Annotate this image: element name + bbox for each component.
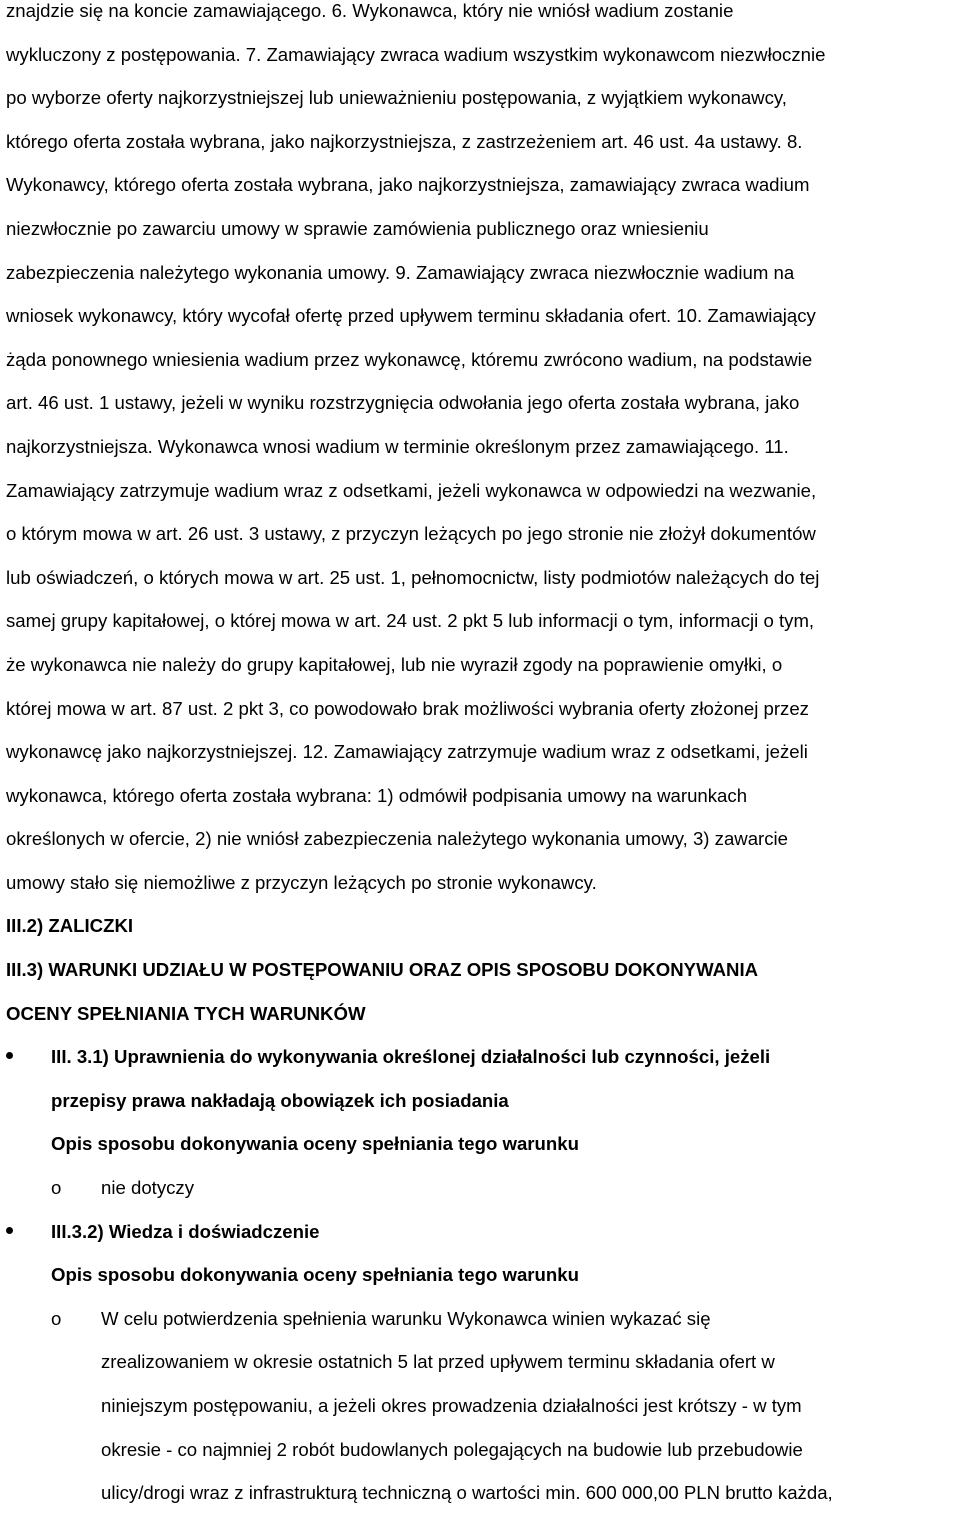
circle-bullet-icon: o [51,1307,62,1329]
body-line: lub oświadczeń, o których mowa w art. 25 ust. 1, pełnomocnictw, listy podmiotów należących do tej [6,566,820,588]
sub-list-item [6,1297,956,1515]
section-heading-text: OCENY SPEŁNIANIA TYCH WARUNKÓW [6,1002,366,1024]
bullet-title [51,1035,956,1122]
section-heading-warunki [6,948,956,1035]
body-line: wykluczony z postępowania. 7. Zamawiający zwraca wadium wszystkim wykonawcom niezwłocznie [6,43,826,65]
body-line: której mowa w art. 87 ust. 2 pkt 3, co powodowało brak możliwości wybrania oferty złożonej przez [6,697,809,719]
body-line: znajdzie się na koncie zamawiającego. 6. Wykonawca, który nie wniósł wadium zostanie [6,0,734,21]
body-line: żąda ponownego wniesienia wadium przez wykonawcę, któremu zwrócono wadium, na podstawie [6,348,813,370]
condition-section [6,1035,956,1209]
sub-item-line: niniejszym postępowaniu, a jeżeli okres prowadzenia działalności jest krótszy - w tym [101,1395,802,1416]
body-line: umowy stało się niemożliwe z przyczyn leżących po stronie wykonawcy. [6,871,597,893]
bullet-title-line: III.3.2) Wiedza i doświadczenie [51,1220,320,1242]
bullet-icon [6,1227,13,1234]
condition-section [6,1210,956,1515]
sub-item-line: W celu potwierdzenia spełnienia warunku Wykonawca winien wykazać się [101,1307,711,1329]
section-heading-zaliczki [6,904,956,948]
assessment-subheading: Opis sposobu dokonywania oceny spełniania tego warunku [51,1264,579,1286]
body-line: którego oferta została wybrana, jako najkorzystniejsza, z zastrzeżeniem art. 46 ust. 4a ustawy. 8. [6,130,803,152]
bullet-item [6,1210,956,1254]
body-line: samej grupy kapitałowej, o której mowa w art. 24 ust. 2 pkt 5 lub informacji o tym, informacji o tym, [6,610,815,632]
body-line: Zamawiający zatrzymuje wadium wraz z odsetkami, jeżeli wykonawca w odpowiedzi na wezwanie, [6,479,817,501]
bullet-title [51,1210,956,1254]
body-line: wniosek wykonawcy, który wycofał ofertę przed upływem terminu składania ofert. 10. Zamawiający [6,305,816,327]
bullet-title-line: przepisy prawa nakładają obowiązek ich posiadania [51,1089,509,1111]
sub-item-line: zrealizowaniem w okresie ostatnich 5 lat przed upływem terminu składania ofert w [101,1351,775,1373]
body-line: art. 46 ust. 1 ustawy, jeżeli w wyniku rozstrzygnięcia odwołania jego oferta została wybrana, jako [6,392,800,414]
body-line: Wykonawcy, którego oferta została wybrana, jako najkorzystniejsza, zamawiający zwraca wadium [6,174,810,196]
body-line: po wyborze oferty najkorzystniejszej lub unieważnieniu postępowania, z wyjątkiem wykonawcy, [6,87,787,109]
body-line: niezwłocznie po zawarciu umowy w sprawie zamówienia publicznego oraz wniesieniu [6,217,709,239]
body-line: określonych w ofercie, 2) nie wniósł zabezpieczenia należytego wykonania umowy, 3) zawarcie [6,828,789,850]
body-line: wykonawca, którego oferta została wybrana: 1) odmówił podpisania umowy na warunkach [6,784,748,806]
bullet-item [6,1035,956,1122]
body-paragraph [6,0,956,904]
body-line: zabezpieczenia należytego wykonania umowy. 9. Zamawiający zwraca niezwłocznie wadium na [6,261,795,283]
sub-item-line: okresie - co najmniej 2 robót budowlanych polegających na budowie lub przebudowie [101,1438,803,1460]
sub-list-item [6,1166,956,1210]
section-heading-text: III.3) WARUNKI UDZIAŁU W POSTĘPOWANIU ORAZ OPIS SPOSOBU DOKONYWANIA [6,959,759,981]
bullet-icon [6,1052,13,1059]
bullet-title-line: III. 3.1) Uprawnienia do wykonywania określonej działalności lub czynności, jeżeli [51,1046,771,1068]
sub-item-line: nie dotyczy [101,1177,195,1199]
assessment-subheading: Opis sposobu dokonywania oceny spełniania tego warunku [51,1133,579,1155]
circle-bullet-icon: o [51,1177,62,1199]
body-line: że wykonawca nie należy do grupy kapitałowej, lub nie wyraził zgody na poprawienie omyłki, o [6,653,783,675]
section-heading-text: III.2) ZALICZKI [6,915,134,937]
body-line: wykonawcę jako najkorzystniejszej. 12. Zamawiający zatrzymuje wadium wraz z odsetkami, jeżeli [6,741,808,763]
document-page [6,0,956,1515]
sub-item-line: ulicy/drogi wraz z infrastrukturą techniczną o wartości min. 600 000,00 PLN brutto każda, [101,1482,833,1504]
body-line: o którym mowa w art. 26 ust. 3 ustawy, z przyczyn leżących po jego stronie nie złożył dokumentów [6,523,816,545]
body-line: najkorzystniejsza. Wykonawca wnosi wadium w terminie określonym przez zamawiającego. 11. [6,435,789,457]
